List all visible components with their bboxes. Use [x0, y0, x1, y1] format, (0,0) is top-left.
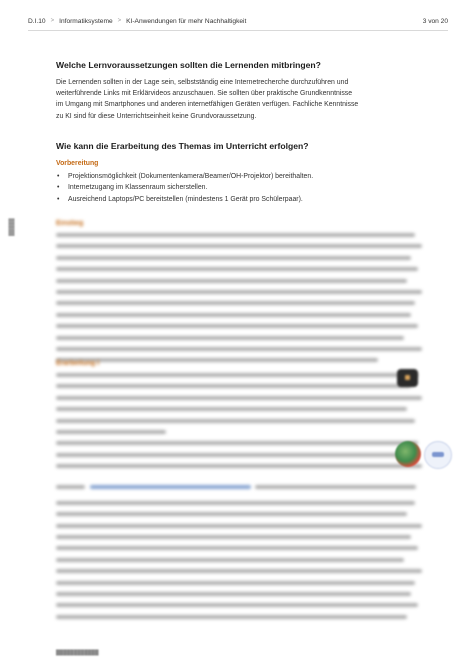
- paragraph-line: zu KI sind für diese Unterrichtseinheit keine Grundvoraussetzung.: [56, 112, 257, 120]
- blurred-line: [56, 267, 418, 271]
- paragraph-line: Die Lernenden sollten in der Lage sein, selbstständig eine Internetrecherche durchzuführen und: [56, 79, 349, 86]
- section-title-lesson: Wie kann die Erarbeitung des Themas im Unterricht erfolgen?: [56, 141, 309, 151]
- sdg-icon: [395, 441, 421, 467]
- header-code: D.I.10: [28, 17, 46, 25]
- header-breadcrumb-category: Informatiksysteme: [59, 17, 113, 25]
- chevron-right-icon: >: [50, 18, 55, 24]
- list-item: • Projektionsmöglichkeit (Dokumentenkamera/Beamer/OH-Projektor) bereithalten.: [56, 171, 313, 182]
- blurred-content-entry: [56, 220, 422, 370]
- media-badge-icon[interactable]: [397, 369, 418, 387]
- blurred-line: [56, 336, 404, 340]
- blurred-heading: Erarbeitung I: [56, 360, 100, 367]
- page-footer: ████████████: [56, 650, 99, 656]
- paragraph-line: im Umgang mit Smartphones und anderen internetfähigen Geräten verfügen. Fachliche Kenntnisse: [56, 101, 359, 109]
- page-header: [28, 14, 448, 28]
- blurred-line: [56, 603, 418, 607]
- blurred-line: [56, 464, 422, 468]
- blurred-line: [56, 546, 418, 550]
- blurred-line: [56, 430, 166, 434]
- blurred-line: [56, 524, 422, 528]
- copyright-vertical: █████: [9, 218, 15, 236]
- blurred-line: [56, 407, 407, 411]
- blurred-line: [56, 313, 411, 317]
- info-badge-icon: [424, 441, 452, 469]
- blurred-line: [56, 290, 422, 294]
- blurred-line: [56, 512, 407, 516]
- blurred-line: [56, 256, 411, 260]
- blurred-line: [56, 419, 415, 423]
- blurred-line: [56, 441, 418, 445]
- list-item: • Ausreichend Laptops/PC bereitstellen (mindestens 1 Gerät pro Schülerpaar).: [56, 194, 313, 205]
- blurred-line: [56, 615, 407, 619]
- blurred-link: [90, 485, 251, 489]
- preparation-list: [56, 171, 313, 205]
- blurred-line: [56, 592, 411, 596]
- blurred-line: [56, 373, 418, 377]
- blurred-line: [56, 569, 422, 573]
- paragraph-line: weiterführende Links mit Erklärvideos anzuschauen. Sie sollten über praktische Grundkenntnisse: [56, 90, 353, 98]
- page-indicator: 3 von 20: [422, 17, 448, 25]
- subheading-preparation: Vorbereitung: [56, 160, 99, 167]
- chevron-right-icon: >: [117, 18, 122, 24]
- blurred-line: [56, 535, 411, 539]
- blurred-line: [56, 279, 407, 283]
- header-breadcrumb-topic: KI-Anwendungen für mehr Nachhaltigkeit: [126, 17, 247, 25]
- blurred-line: [56, 301, 415, 305]
- blurred-content-phase-1: [56, 360, 422, 626]
- blurred-line: [56, 324, 418, 328]
- blurred-line: [56, 501, 415, 505]
- blurred-heading: Einstieg: [56, 220, 84, 227]
- blurred-line: [56, 384, 411, 388]
- blurred-line: [56, 581, 415, 585]
- blurred-line: [56, 347, 422, 351]
- blurred-line: [56, 244, 422, 248]
- header-divider: [28, 30, 448, 31]
- blurred-link-line: [56, 476, 422, 494]
- prerequisites-paragraph: [56, 77, 426, 122]
- blurred-line: [56, 558, 404, 562]
- blurred-line: [56, 453, 411, 457]
- blurred-line: [56, 233, 415, 237]
- section-title-prerequisites: Welche Lernvoraussetzungen sollten die Lernenden mitbringen?: [56, 60, 321, 70]
- blurred-line: [56, 396, 422, 400]
- list-item: • Internetzugang im Klassenraum sicherstellen.: [56, 182, 313, 193]
